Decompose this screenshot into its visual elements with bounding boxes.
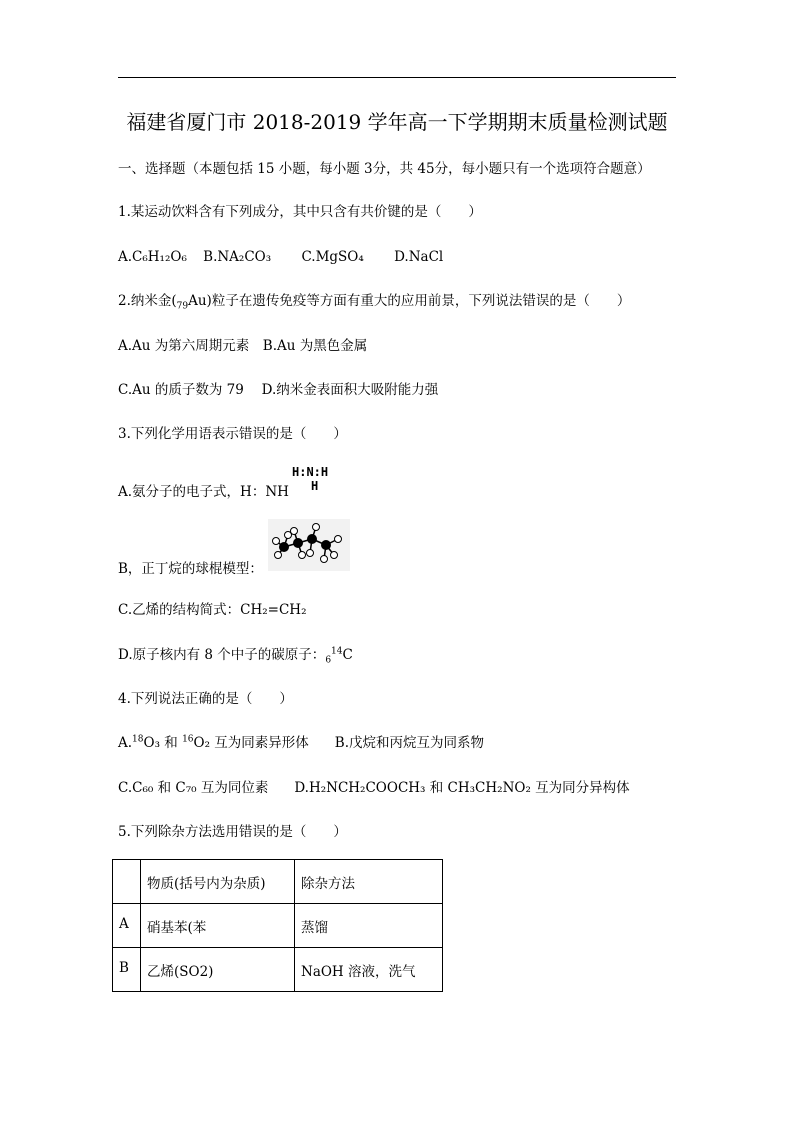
table-cell: B: [113, 948, 141, 992]
table-row: [113, 948, 443, 992]
lewis-top: H:N:H: [292, 465, 329, 479]
butane-ball-stick-image: [268, 519, 350, 571]
lewis-bottom: H: [311, 479, 319, 493]
q2-options-cd: C.Au 的质子数为 79 D.纳米金表面积大吸附能力强: [118, 382, 439, 398]
q4-a-mid: O₃ 和: [143, 735, 183, 751]
table-row: [113, 904, 443, 948]
q4-stem: 4.下列说法正确的是（ ）: [118, 691, 293, 707]
table-header-cell: 物质(括号内为杂质): [141, 860, 295, 904]
q3-d-sup: 14: [331, 646, 343, 657]
q3-option-d: [118, 646, 353, 664]
q4-option-c: C.C₆₀ 和 C₇₀ 互为同位素: [118, 780, 269, 796]
table-header-cell: 除杂方法: [295, 860, 443, 904]
table-header-cell: [113, 860, 141, 904]
q5-stem: 5.下列除杂方法选用错误的是（ ）: [118, 824, 347, 840]
q4-a-post: O₂ 互为同素异形体: [193, 735, 309, 751]
table-cell: 硝基苯(苯: [141, 904, 295, 948]
table-cell: NaOH 溶液，洗气: [295, 948, 443, 992]
q2-options-ab: A.Au 为第六周期元素 B.Au 为黑色金属: [118, 338, 368, 354]
table-cell: 乙烯(SO2): [141, 948, 295, 992]
q3-option-c: C.乙烯的结构简式：CH₂=CH₂: [118, 602, 307, 618]
q4-a-sup2: 16: [182, 734, 194, 745]
table-cell: A: [113, 904, 141, 948]
q1-option-b: B.NA₂CO₃: [203, 249, 272, 265]
q3-d-post: C: [342, 647, 353, 663]
q2-stem-pre: 2.纳米金(: [118, 293, 177, 309]
q1-stem: 1.某运动饮料含有下列成分，其中只含有共价键的是（ ）: [118, 204, 482, 220]
q3-d-sub: 6: [325, 655, 332, 666]
q2-stem-post: Au)粒子在遗传免疫等方面有重大的应用前景，下列说法错误的是（ ）: [188, 293, 631, 309]
q4-options-ab: [118, 734, 484, 752]
document-title: 福建省厦门市 2018-2019 学年高一下学期期末质量检测试题: [126, 110, 668, 134]
q2-stem: [118, 292, 630, 310]
ammonia-lewis-structure: [292, 465, 329, 493]
q1-option-c: C.MgSO₄: [301, 249, 364, 265]
q1-option-a: A.C₆H₁₂O₆: [118, 249, 187, 265]
q1-options: [118, 248, 443, 266]
q1-option-d: D.NaCl: [394, 249, 444, 265]
q2-stem-sub: 79: [176, 301, 189, 312]
q3-stem: 3.下列化学用语表示错误的是（ ）: [118, 426, 347, 442]
q4-option-d: D.H₂NCH₂COOCH₃ 和 CH₃CH₂NO₂ 互为同分异构体: [294, 780, 630, 796]
table-cell: 蒸馏: [295, 904, 443, 948]
section-heading: 一、选择题（本题包括 15 小题，每小题 3分，共 45分，每小题只有一个选项符合题意）: [118, 161, 651, 177]
q4-a-pre: A.: [118, 735, 133, 751]
table-header-row: [113, 860, 443, 904]
ball-stick-svg: [268, 519, 350, 571]
header-rule: [118, 77, 676, 78]
q5-table: [112, 859, 443, 992]
q4-option-b: B.戊烷和丙烷互为同系物: [334, 735, 485, 751]
q3-option-a: A.氨分子的电子式，H：NH: [118, 484, 289, 500]
q3-d-pre: D.原子核内有 8 个中子的碳原子：: [118, 647, 326, 663]
q4-a-sup1: 18: [132, 734, 144, 745]
q4-options-cd: [118, 779, 630, 797]
q3-option-b: B，正丁烷的球棍模型：: [118, 561, 263, 577]
